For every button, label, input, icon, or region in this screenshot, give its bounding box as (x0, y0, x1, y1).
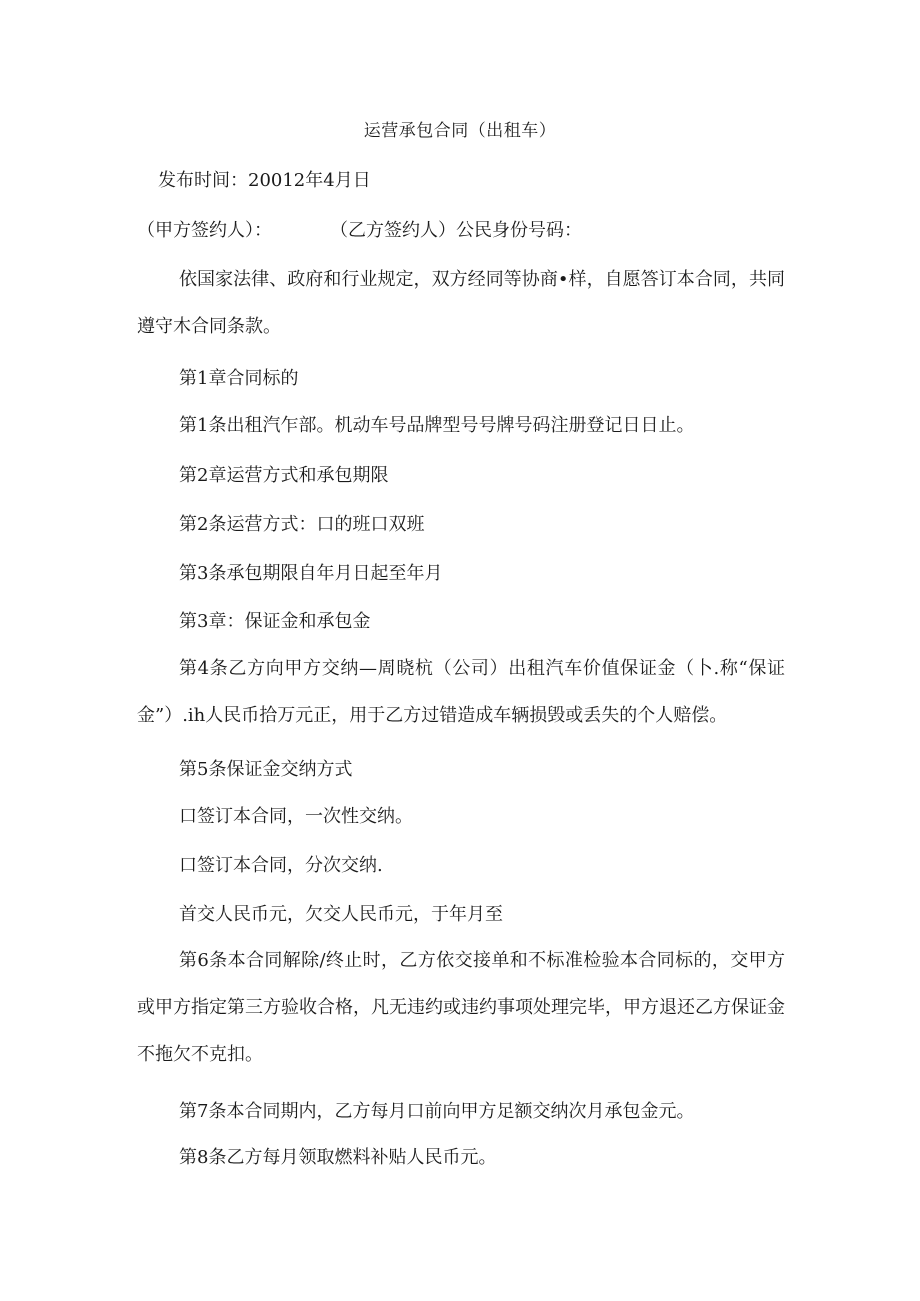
publish-date: 发布时间：20012年4月日 (158, 170, 371, 191)
party-b-label: （乙方签约人）公民身份号码： (330, 220, 582, 241)
party-a-label: （甲方签约人）： (137, 220, 272, 241)
chapter-3-heading: 第3章：保证金和承包金 (179, 611, 371, 632)
article-7: 第7条本合同期内，乙方每月口前向甲方足额交纳次月承包金元。 (179, 1101, 695, 1122)
payment-option-lump-sum: 口签订本合同，一次性交纳。 (179, 806, 413, 827)
article-5: 第5条保证金交纳方式 (179, 759, 353, 780)
intro-paragraph: 依国家法律、政府和行业规定，双方经同等协商•样，自愿答订本合同，共同遵守木合同条款。 (137, 269, 785, 337)
article-4: 第4条乙方向甲方交纳—周晓杭（公司）出租汽车价值保证金（卜.称“保证金”）.ih人民币拾万元正，用于乙方过错造成车辆损毁或丢失的个人赔偿。 (137, 658, 785, 726)
installment-details: 首交人民币元，欠交人民币元，于年月至 (179, 904, 503, 925)
chapter-2-heading: 第2章运营方式和承包期限 (179, 465, 389, 486)
article-6: 第6条本合同解除/终止时，乙方依交接单和不标准检验本合同标的，交甲方或甲方指定第三方验收合格，凡无违约或违约事项处理完毕，甲方退还乙方保证金不拖欠不克扣。 (137, 950, 785, 1065)
document-title: 运营承包合同（出租车） (363, 121, 557, 141)
article-1: 第1条出租汽乍部。机动车号品牌型号号牌号码注册登记日日止。 (179, 415, 695, 436)
article-2: 第2条运营方式：口的班口双班 (179, 514, 425, 535)
payment-option-installments: 口签订本合同，分次交纳. (179, 855, 383, 876)
chapter-1-heading: 第1章合同标的 (179, 368, 299, 389)
article-3: 第3条承包期限自年月日起至年月 (179, 563, 443, 584)
article-8: 第8条乙方每月领取燃料补贴人民币元。 (179, 1147, 497, 1168)
